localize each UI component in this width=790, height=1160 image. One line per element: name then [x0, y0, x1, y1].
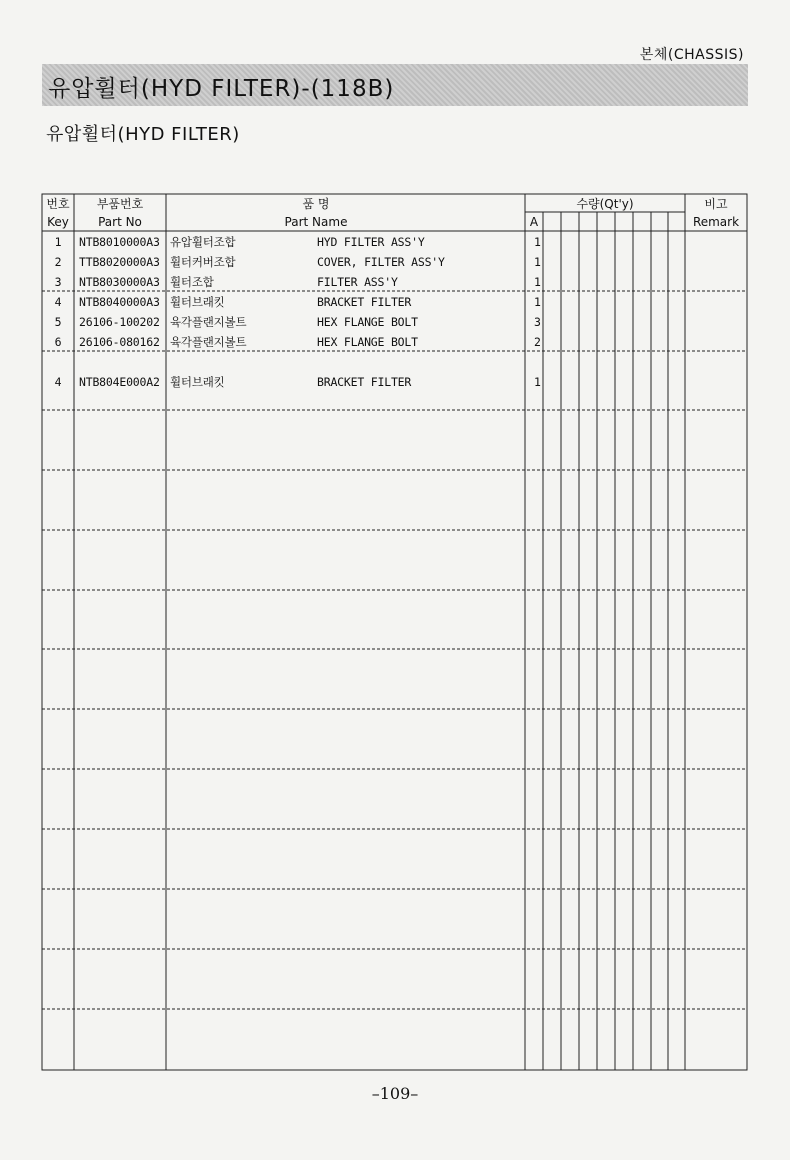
header-remark-ko: 비고 [704, 197, 728, 211]
row-part-no: NTB8010000A3 [79, 235, 160, 249]
row-name-en: HEX FLANGE BOLT [317, 335, 418, 349]
row-qty: 1 [534, 235, 541, 249]
row-part-no: 26106-080162 [79, 335, 160, 349]
row-key: 4 [54, 375, 62, 389]
page-title: 유압휠터(HYD FILTER)-(118B) [48, 76, 395, 102]
header-name-en: Part Name [284, 215, 348, 229]
header-part-no-ko: 부품번호 [96, 197, 144, 211]
row-name-en: FILTER ASS'Y [317, 275, 398, 289]
row-key: 1 [54, 235, 62, 249]
section-label: 본체(CHASSIS) [639, 47, 744, 63]
header-qty-a: A [529, 215, 539, 229]
row-key: 2 [54, 255, 62, 269]
header-name-ko: 품 명 [302, 197, 330, 211]
row-part-no: NTB804E000A2 [79, 375, 160, 389]
row-qty: 2 [534, 335, 541, 349]
row-name-en: BRACKET FILTER [317, 295, 412, 309]
row-name-ko: 육각플랜지볼트 [170, 335, 247, 349]
row-name-en: COVER, FILTER ASS'Y [317, 255, 445, 269]
row-name-ko: 휠터조합 [170, 275, 214, 289]
row-part-no: 26106-100202 [79, 315, 160, 329]
row-name-ko: 휠터커버조합 [170, 255, 236, 269]
row-part-no: NTB8040000A3 [79, 295, 160, 309]
row-qty: 1 [534, 295, 541, 309]
row-qty: 3 [534, 315, 541, 329]
row-name-ko: 육각플랜지볼트 [170, 315, 247, 329]
header-remark-en: Remark [692, 215, 740, 229]
row-name-ko: 유압휠터조합 [170, 235, 236, 249]
row-qty: 1 [534, 375, 541, 389]
header-key-en: Key [47, 215, 69, 229]
row-key: 4 [54, 295, 62, 309]
header-part-no-en: Part No [98, 215, 142, 229]
row-name-ko: 휠터브래킷 [170, 375, 225, 389]
row-name-ko: 휠터브래킷 [170, 295, 225, 309]
header-qty: 수량(Qt'y) [576, 197, 634, 211]
row-name-en: HYD FILTER ASS'Y [317, 235, 425, 249]
row-key: 6 [54, 335, 62, 349]
row-key: 3 [54, 275, 62, 289]
row-name-en: HEX FLANGE BOLT [317, 315, 418, 329]
row-qty: 1 [534, 275, 541, 289]
page-subtitle: 유압휠터(HYD FILTER) [46, 124, 240, 145]
row-qty: 1 [534, 255, 541, 269]
page-number: –109– [371, 1084, 419, 1103]
header-key-ko: 번호 [46, 197, 70, 211]
row-name-en: BRACKET FILTER [317, 375, 412, 389]
row-part-no: TTB8020000A3 [79, 255, 160, 269]
row-key: 5 [54, 315, 62, 329]
row-part-no: NTB8030000A3 [79, 275, 160, 289]
